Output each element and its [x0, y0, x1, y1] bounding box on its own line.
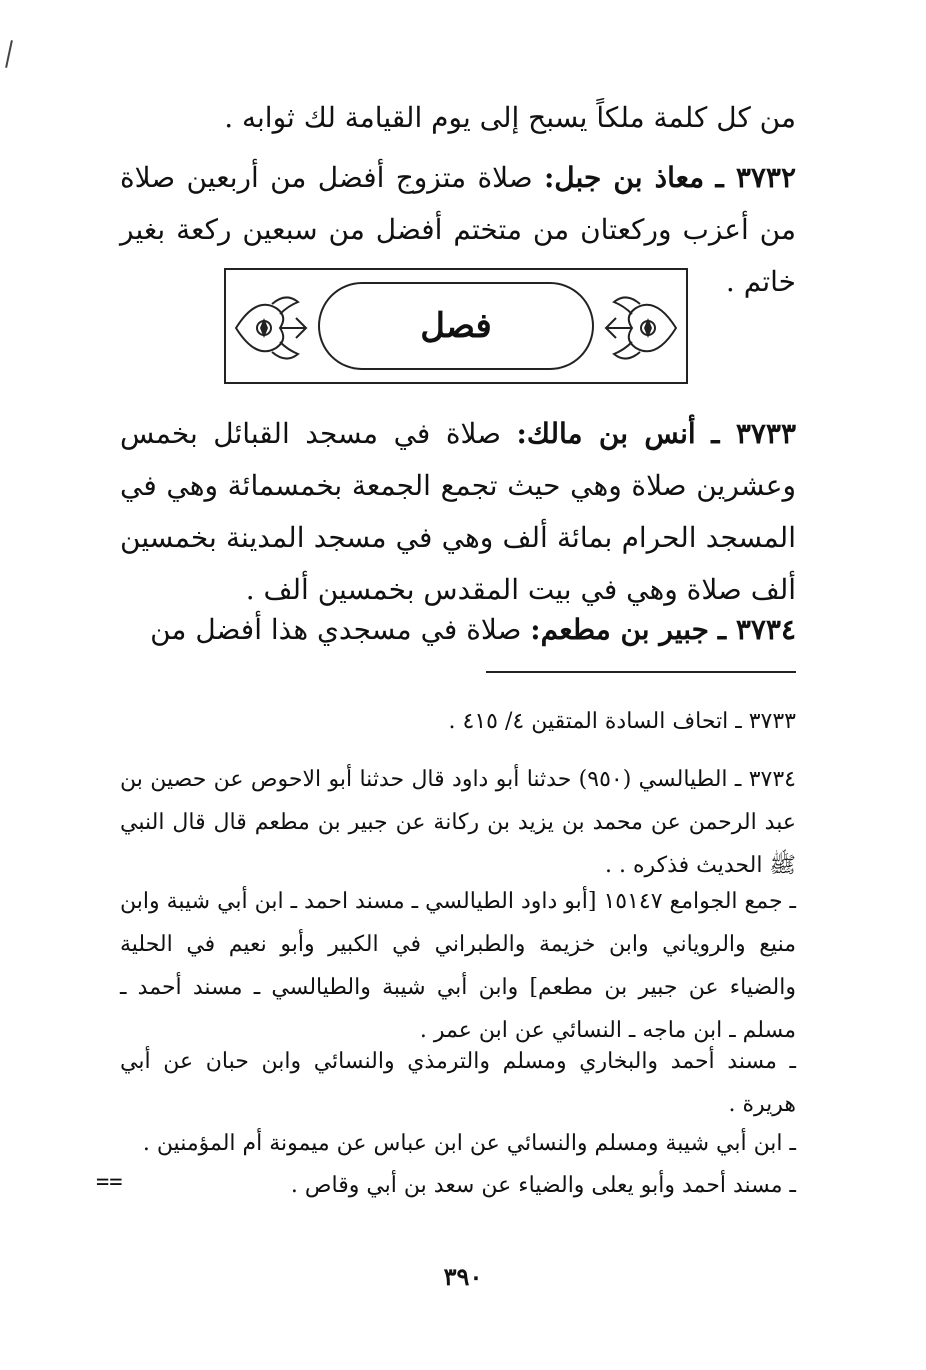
ornament-right-icon	[596, 288, 682, 368]
footnote-text: ـ جمع الجوامع ١٥١٤٧ [أبو داود الطيالسي ـ مسند احمد ـ ابن أبي شيبة وابن منيع والروياني وابن خزيمة والطبراني في الكبير وأبو نعيم في الحلية والضياء عن جبير بن مطعم] وابن أبي شيبة والطيالسي ـ مسند أحمد ـ مسلم ـ ابن ماجه ـ النسائي عن ابن عمر .	[120, 889, 796, 1043]
ornament-left-icon	[230, 288, 316, 368]
narrator-name: جبير بن مطعم:	[530, 613, 709, 646]
section-title: فصل	[420, 306, 492, 346]
hadith-3733	[120, 408, 796, 616]
footnote-ibn-abi-shayba	[120, 1122, 796, 1165]
continuation-text: من كل كلمة ملكاً يسبح إلى يوم القيامة لك ثوابه .	[224, 101, 796, 134]
footnote-divider	[486, 671, 796, 673]
hadith-number: ٣٧٣٤ ـ	[717, 613, 796, 646]
hadith-text: صلاة في مسجد القبائل بخمس وعشرين صلاة وهي حيث تجمع الجمعة بخمسمائة وهي في المسجد الحرام بمائة ألف وهي في مسجد المدينة بخمسين ألف صلاة وهي في بيت المقدس بخمسين ألف .	[120, 417, 796, 606]
footnote-3734	[120, 758, 796, 887]
footnote-text: ٣٧٣٤ ـ الطيالسي (٩٥٠) حدثنا أبو داود قال حدثنا أبو الاحوص عن حصين بن عبد الرحمن عن محمد بن يزيد بن ركانة عن جبير بن مطعم قال قال النبي ﷺ الحديث فذكره . .	[120, 767, 796, 878]
hadith-3734	[120, 604, 796, 656]
footnote-text: ـ مسند أحمد وأبو يعلى والضياء عن سعد بن أبي وقاص .	[290, 1173, 796, 1198]
margin-pencil-mark	[5, 40, 13, 68]
hadith-number: ٣٧٣٢ ـ	[715, 161, 796, 194]
narrator-name: معاذ بن جبل:	[543, 161, 705, 194]
hadith-text: صلاة متزوج أفضل من أربعين صلاة من أعزب وركعتان من متختم أفضل من سبعين ركعة بغير خاتم .	[120, 161, 796, 298]
section-header-frame	[224, 268, 688, 384]
footnote-text: ـ مسند أحمد والبخاري ومسلم والترمذي والنسائي وابن حبان عن أبي هريرة .	[120, 1049, 796, 1117]
continuation-mark: ==	[96, 1170, 123, 1195]
footnote-text: ـ ابن أبي شيبة ومسلم والنسائي عن ابن عباس عن ميمونة أم المؤمنين .	[142, 1131, 796, 1156]
narrator-name: أنس بن مالك:	[516, 417, 696, 450]
footnote-musnad	[120, 1164, 796, 1207]
footnote-3733	[120, 700, 796, 743]
hadith-text: صلاة في مسجدي هذا أفضل من	[150, 613, 522, 646]
body-line-continuation	[120, 92, 796, 144]
footnote-ahmad	[120, 1040, 796, 1126]
footnote-text: ٣٧٣٣ ـ اتحاف السادة المتقين ٤/ ٤١٥ .	[448, 709, 796, 734]
hadith-number: ٣٧٣٣ ـ	[711, 417, 796, 450]
section-title-cartouche	[318, 282, 594, 370]
page-number: ٣٩٠	[443, 1262, 483, 1291]
footnote-jami	[120, 880, 796, 1052]
